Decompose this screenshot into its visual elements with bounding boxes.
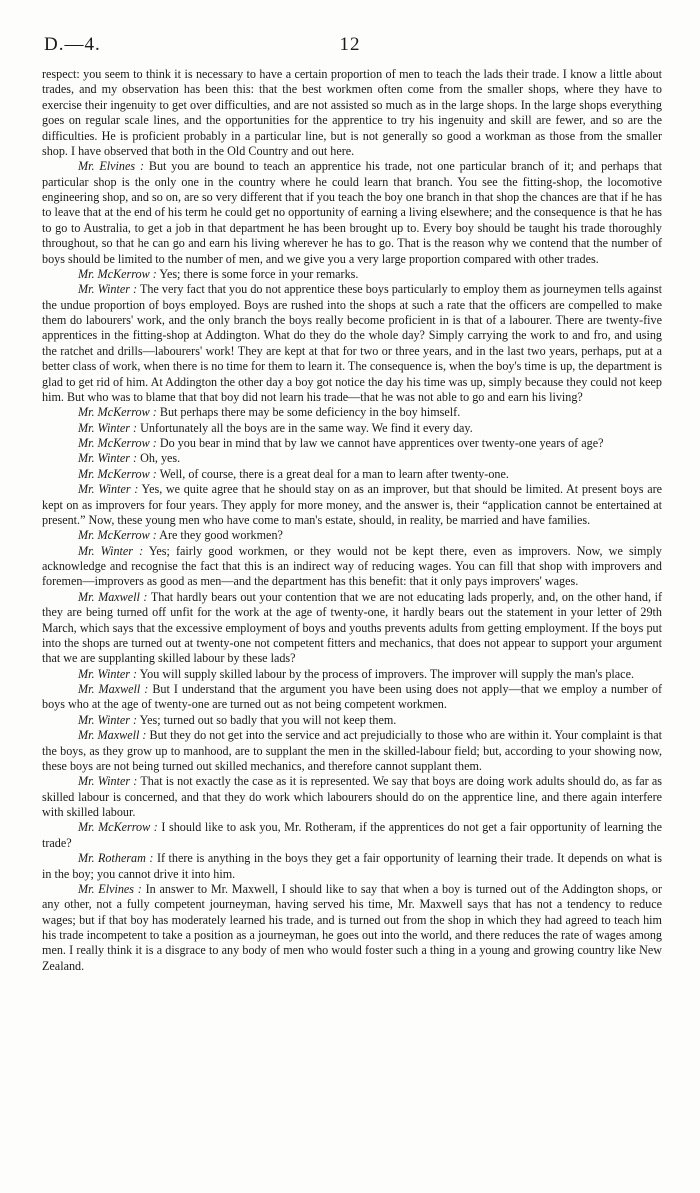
speaker-name: Mr. Winter : xyxy=(78,482,139,497)
paragraph-text: But I understand that the argument you have been using does not apply—that we employ a number of boys who at the age of twenty-one are turned out as not being competent workmen. xyxy=(42,682,662,712)
paragraph-text: Oh, yes. xyxy=(140,451,181,466)
speaker-name: Mr. McKerrow : xyxy=(78,436,157,450)
speaker-name: Mr. McKerrow : xyxy=(78,820,158,835)
speaker-name: Mr. Maxwell : xyxy=(78,728,147,743)
paragraph-text: respect: you seem to think it is necessary to have a certain proportion of men to teach the lads their trade. I know a little about trades, and my observation has been this: that the best workmen often come from the smaller shops, where they have to exercise their ingenuity to get over difficulties, and are not assisted so much as in the large shops. In the large shops everything goes on regular scale lines, and the opportunities for the apprentice to try his ingenuity and skill are fewer, and so are the difficulties. He is proficient probably in a particular line, but is not generally so good a workman as those from the smaller shop. I have observed that both in the Old Country and out here. xyxy=(42,67,662,158)
paragraph-text: In answer to Mr. Maxwell, I should like to say that when a boy is turned out of the Addington shops, or any other, not a fully competent journeyman, having served his time, Mr. Maxwell says that has not a tendency to reduce wages; but if that boy has moderately learned his trade, and is turned out from the shop in which they had agreed to teach him his trade incompetent to take a position as a journeyman, he goes out into the world, and there reduces the rate of wages among men. I really think it is a disgrace to any body of men who would foster such a thing in a young and growing country like New Zealand. xyxy=(42,881,662,973)
page-header xyxy=(44,34,656,62)
paragraph xyxy=(42,590,662,667)
paragraph-text: Unfortunately all the boys are in the same way. We find it every day. xyxy=(140,420,473,435)
speaker-name: Mr. Rotheram : xyxy=(78,851,154,866)
paragraph-text: Are they good workmen? xyxy=(159,528,283,543)
paragraph-text: The very fact that you do not apprentice these boys particularly to employ them as journeymen tells against the undue proportion of boys employed. Boys are rushed into the shops at such a rate that the officers are compelled to make them do labourers' work, and the only branch the boys really become proficient in is that of a labourer. There are twenty-five apprentices in the fitting-shop at Addington. What do they do the whole day? Simply carrying the work to and fro, and using the ratchet and drills—labourers' work! They are kept at that for two or three years, and in the last two years, perhaps, put at a better class of work, when there is no time for them to learn it. The consequence is, when the boy's time is up, the department is glad to get rid of him. At Addington the other day a boy got notice the day his time was up, simply because they could not keep him. But who was to blame that that boy did not learn his trade—that he was not able to go and earn his living? xyxy=(42,282,662,404)
speaker-name: Mr. Winter : xyxy=(78,774,138,789)
speaker-name: Mr. Winter : xyxy=(78,666,138,681)
paragraph xyxy=(42,713,662,728)
paragraph-text: Yes; fairly good workmen, or they would not be kept there, even as improvers. Now, we simply acknowledge and recognise the fact that this is an indirect way of reducing wages. You can fill that shop with improvers and foremen—improvers as good as men—and the department has this benefit: that it only pays improvers' wages. xyxy=(42,543,662,589)
paragraph-text: But perhaps there may be some deficiency in the boy himself. xyxy=(159,405,461,420)
paragraph xyxy=(42,436,662,451)
paragraph xyxy=(42,728,662,774)
paragraph-text: Do you bear in mind that by law we cannot have apprentices over twenty-one years of age? xyxy=(159,436,604,450)
paragraph xyxy=(42,528,662,543)
speaker-name: Mr. Winter : xyxy=(78,712,138,727)
paragraph xyxy=(42,820,662,851)
paragraph-text: That is not exactly the case as it is represented. We say that boys are doing work adults should do, as far as skilled labour is concerned, and that they do work which labourers should do on the apprentice line, and there again interfere with skilled labour. xyxy=(42,774,662,819)
paragraph-text: Yes; there is some force in your remarks. xyxy=(159,266,359,281)
speaker-name: Mr. Winter : xyxy=(78,282,138,297)
speaker-name: Mr. Winter : xyxy=(78,451,138,466)
paragraph xyxy=(42,467,662,482)
paragraph-text: You will supply skilled labour by the process of improvers. The improver will supply the man's place. xyxy=(139,666,634,681)
paragraph-text: If there is anything in the boys they get a fair opportunity of learning their trade. It depends on what is in the boy; you cannot drive it into him. xyxy=(42,851,662,881)
paragraph-text: That hardly bears out your contention that we are not educating lads properly, and, on the other hand, if they are being turned off unfit for the work at the age of twenty-one, it hardly bears out the statement in your letter of 29th March, which says that the excessive employment of boys and youths prevents adults from getting employment. If the boys put into the shops are turned out at twenty-one not competent fitters and mechanics, that does not appear to support your argument that we are supplanting skilled labour by these lads? xyxy=(42,589,662,666)
speaker-name: Mr. Elvines : xyxy=(78,881,142,896)
paragraph-text: But you are bound to teach an apprentice his trade, not one particular branch of it; and perhaps that particular shop is the only one in the country where he could learn that branch. You see the fitting-shop, the locomotive engineering shop, and so on, are so very different that if you teach the boy one branch in that shop the chances are that if he has to leave that at the end of his term he could get no opportunity of earning a living elsewhere; and the consequence is that he has to go to Australia, to get a job in that department he has been brought up to. Every boy should be taught his trade thoroughly throughout, so that he can go and earn his living wherever he has to go. That is the reason why we contend that the number of boys should be limited to the number of men, and we give you a very large proportion compared with other trades. xyxy=(42,159,662,266)
paragraph-text: But they do not get into the service and act prejudicially to those who are within it. Your complaint is that the boys, as they grow up to manhood, are to supplant the men in the skilled-labour field; but, according to your showing now, these boys are not being turned out skilled mechanics, and therefore cannot supplant them. xyxy=(42,728,663,773)
speaker-name: Mr. Winter : xyxy=(78,420,138,435)
paragraph xyxy=(42,544,662,590)
paragraph-text: Yes, we quite agree that he should stay on as an improver, but that should be limited. At present boys are kept on as improvers for four years. They apply for more money, and the answer is, their “application cannot be entertained at present.” Now, these young men who have come to man's estate, should, in reality, be married and have families. xyxy=(42,482,663,527)
paragraph-text: Well, of course, there is a great deal for a man to learn after twenty-one. xyxy=(159,466,509,481)
paragraph xyxy=(42,282,662,405)
paragraph xyxy=(42,159,662,267)
speaker-name: Mr. McKerrow : xyxy=(78,405,157,420)
paragraph-continuation xyxy=(42,67,662,159)
speaker-name: Mr. Winter : xyxy=(78,543,144,558)
page-body xyxy=(42,67,662,974)
paragraph xyxy=(42,882,662,974)
speaker-name: Mr. Maxwell : xyxy=(78,682,149,696)
speaker-name: Mr. Elvines : xyxy=(78,159,145,174)
paragraph xyxy=(42,405,662,420)
paragraph xyxy=(42,451,662,466)
speaker-name: Mr. McKerrow : xyxy=(78,528,157,543)
page-number: 12 xyxy=(339,34,361,55)
speaker-name: Mr. McKerrow : xyxy=(78,266,157,281)
document-reference: D.—4. xyxy=(44,34,101,55)
paragraph xyxy=(42,421,662,436)
speaker-name: Mr. Maxwell : xyxy=(78,589,148,604)
paragraph xyxy=(42,667,662,682)
paragraph-text: I should like to ask you, Mr. Rotheram, if the apprentices do not get a fair opportunity of learning the trade? xyxy=(42,820,662,850)
paragraph xyxy=(42,267,662,282)
paragraph xyxy=(42,851,662,882)
paragraph xyxy=(42,774,662,820)
paragraph xyxy=(42,682,662,713)
paragraph xyxy=(42,482,662,528)
paragraph-text: Yes; turned out so badly that you will not keep them. xyxy=(139,712,397,727)
speaker-name: Mr. McKerrow : xyxy=(78,466,157,481)
